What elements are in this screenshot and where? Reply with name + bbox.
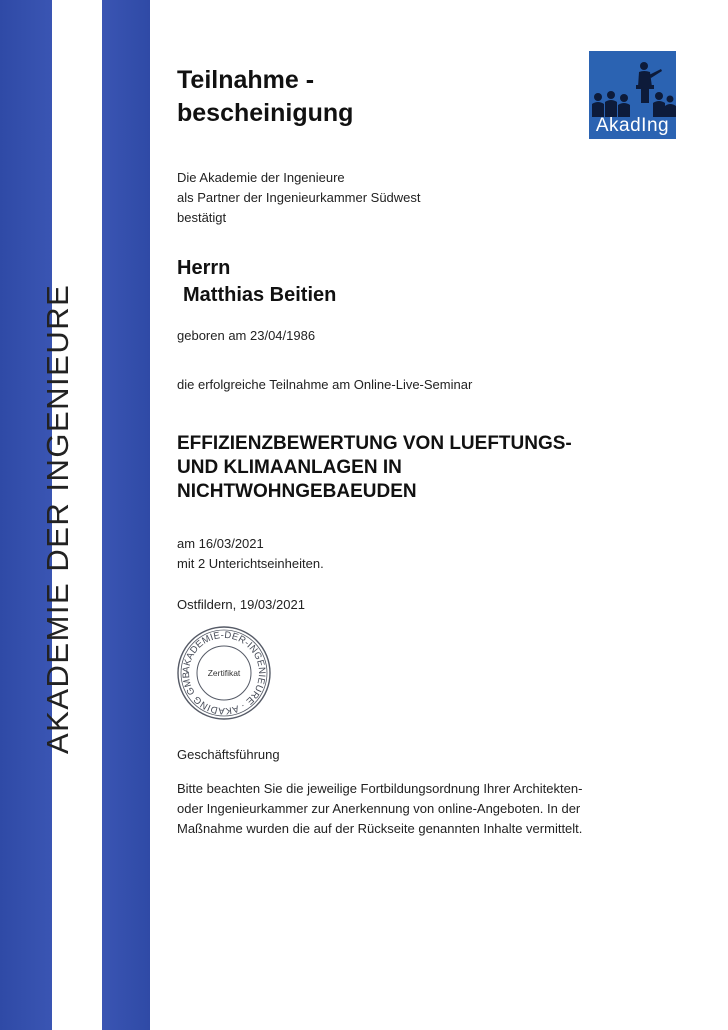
recipient-block — [177, 255, 336, 309]
participation-text: die erfolgreiche Teilnahme am Online-Live-Seminar — [177, 377, 473, 392]
logo-wordmark: AkadIng — [595, 115, 670, 136]
seal-ring-text: AKADEMIE-DER-INGENIEURE · AKADING GMB — [180, 629, 268, 717]
seal-center-text: Zertifikat — [207, 668, 241, 678]
recognition-note — [177, 779, 582, 839]
management-signature-label: Geschäftsführung — [177, 747, 280, 762]
lecture-audience-icon — [589, 51, 676, 117]
intro-line-1: Die Akademie der Ingenieure — [177, 170, 345, 185]
certificate-seal — [175, 624, 273, 722]
course-line-1: EFFIZIENZBEWERTUNG VON LUEFTUNGS- — [177, 433, 572, 454]
akading-logo — [589, 51, 676, 139]
intro-line-3: bestätigt — [177, 210, 227, 225]
place-and-date: Ostfildern, 19/03/2021 — [177, 597, 305, 612]
seminar-date: am 16/03/2021 — [177, 536, 264, 551]
vertical-organization-title: AKADEMIE DER INGENIEURE — [40, 283, 75, 754]
course-line-3: NICHTWOHNGEBAEUDEN — [177, 481, 417, 502]
intro-block — [177, 168, 421, 228]
title-line-1: Teilnahme - — [177, 66, 315, 94]
recipient-name: Matthias Beitien — [183, 284, 337, 306]
certificate-title — [177, 64, 353, 130]
note-line-2: oder Ingenieurkammer zur Anerkennung von online-Angeboten. In der — [177, 801, 581, 816]
note-line-1: Bitte beachten Sie die jeweilige Fortbildungsordnung Ihrer Architekten- — [177, 781, 583, 796]
right-blue-band — [102, 0, 150, 1030]
note-line-3: Maßnahme wurden die auf der Rückseite genannten Inhalte vermittelt. — [177, 821, 583, 836]
teaching-units: mit 2 Unterichtseinheiten. — [177, 556, 324, 571]
course-title — [177, 432, 637, 504]
title-line-2: bescheinigung — [177, 99, 354, 127]
salutation: Herrn — [177, 257, 231, 279]
schedule-block — [177, 534, 324, 574]
course-line-2: UND KLIMAANLAGEN IN — [177, 457, 402, 478]
intro-line-2: als Partner der Ingenieurkammer Südwest — [177, 190, 421, 205]
birth-date: geboren am 23/04/1986 — [177, 328, 316, 343]
seal-stamp-icon — [175, 624, 273, 722]
